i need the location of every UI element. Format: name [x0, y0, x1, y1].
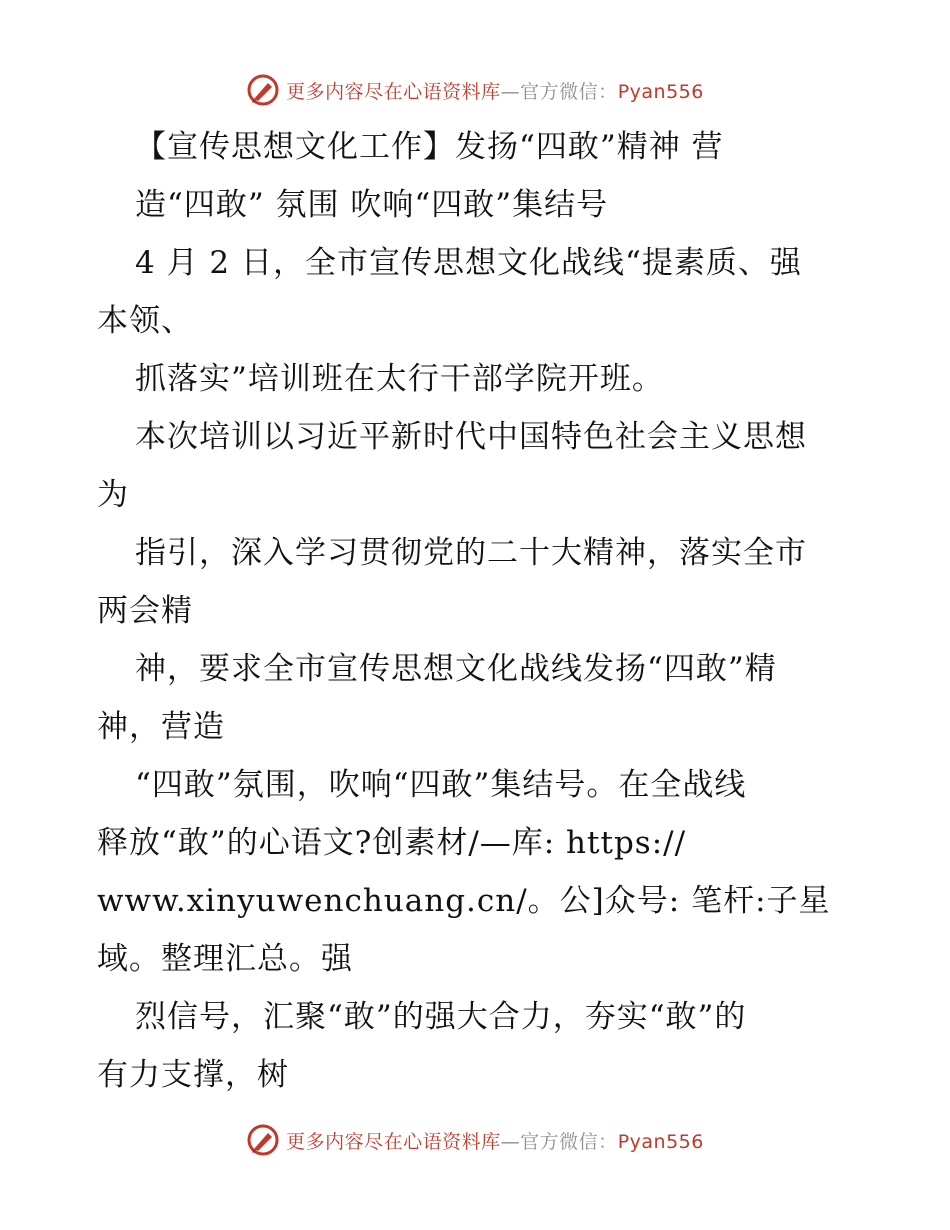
paragraph-line: 两会精	[97, 593, 193, 629]
watermark-wechat-id: Pyan556	[617, 80, 704, 103]
paragraph-line: 释放“敢”的心语文?创素材/—库: https://	[97, 825, 687, 861]
watermark-banner-top	[0, 70, 950, 110]
title-line-1: 【宣传思想文化工作】发扬“四敢”精神 营	[135, 129, 724, 165]
paragraph-line: 本领、	[97, 303, 193, 339]
paragraph-line: 4 月 2 日，全市宣传思想文化战线“提素质、强	[135, 245, 802, 281]
pen-logo-icon	[246, 1123, 280, 1157]
paragraph-line: 指引，深入学习贯彻党的二十大精神，落实全市	[135, 535, 807, 571]
paragraph-line: 本次培训以习近平新时代中国特色社会主义思想	[135, 419, 807, 455]
watermark-site: 更多内容尽在心语资料库	[286, 1130, 501, 1153]
paragraph-line: www.xinyuwenchuang.cn/。公]众号: 笔杆:子星	[97, 883, 831, 919]
watermark-wechat-id: Pyan556	[617, 1130, 704, 1153]
paragraph-line: 神，营造	[97, 709, 225, 745]
watermark-separator: —	[500, 1130, 521, 1153]
pen-logo-icon	[246, 73, 280, 107]
watermark-banner-bottom	[0, 1120, 950, 1160]
watermark-official: 官方微信：	[520, 1130, 618, 1153]
watermark-site: 更多内容尽在心语资料库	[286, 80, 501, 103]
paragraph-line: 域。整理汇总。强	[97, 941, 353, 977]
watermark-official: 官方微信：	[520, 80, 618, 103]
document-body	[97, 118, 857, 1104]
watermark-text	[286, 77, 704, 104]
paragraph-line: 烈信号，汇聚“敢”的强大合力，夯实“敢”的	[135, 999, 747, 1035]
paragraph-line: 为	[97, 477, 129, 513]
paragraph-line: “四敢”氛围，吹响“四敢”集结号。在全战线	[135, 767, 747, 803]
paragraph-line: 神，要求全市宣传思想文化战线发扬“四敢”精	[135, 651, 777, 687]
paragraph-line: 抓落实”培训班在太行干部学院开班。	[135, 361, 664, 397]
watermark-separator: —	[500, 80, 521, 103]
watermark-text	[286, 1127, 704, 1154]
title-line-2: 造“四敢” 氛围 吹响“四敢”集结号	[135, 187, 609, 223]
paragraph-line: 有力支撑，树	[97, 1057, 289, 1093]
